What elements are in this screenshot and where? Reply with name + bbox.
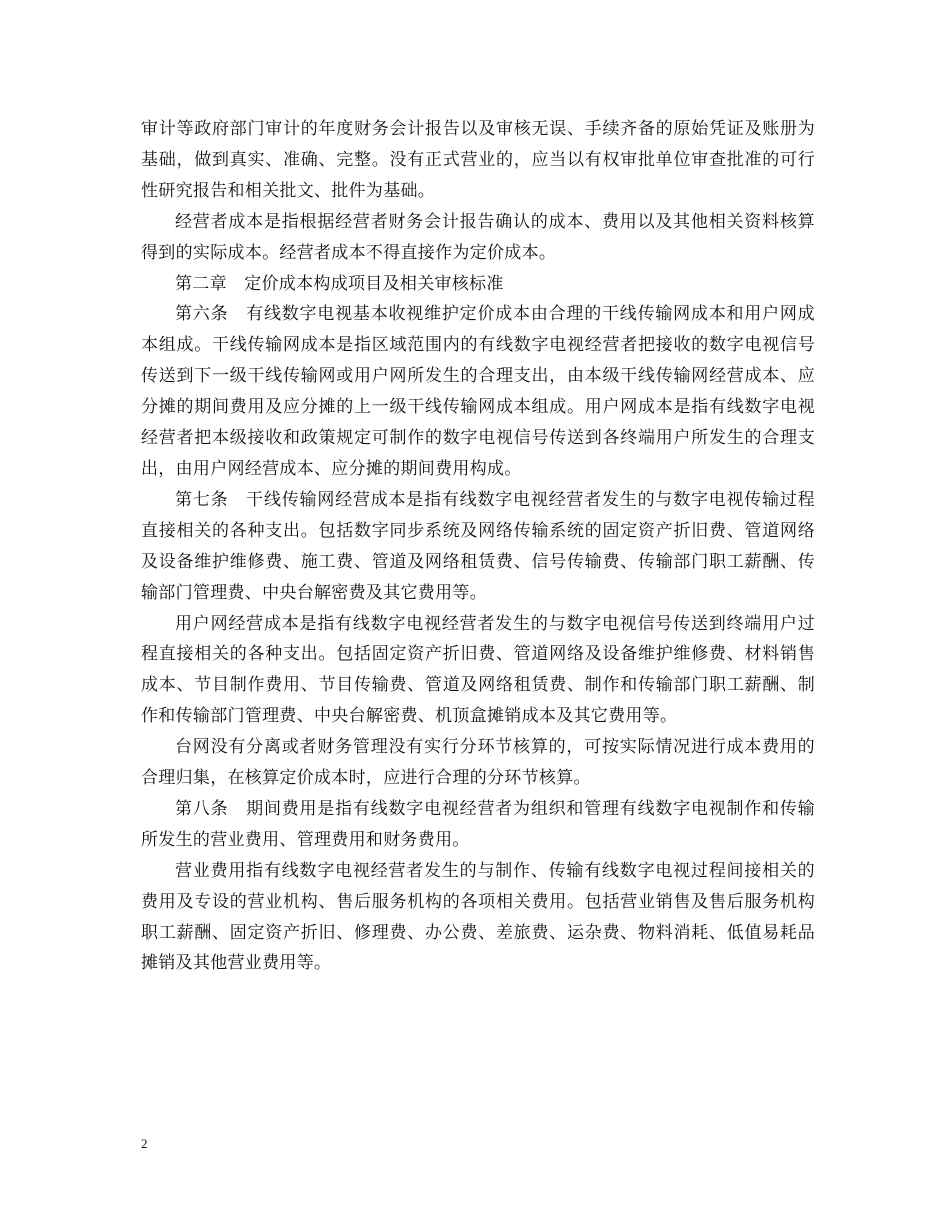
body-text [141, 114, 815, 979]
article-6: 第六条 有线数字电视基本收视维护定价成本由合理的干线传输网成本和用户网成本组成。干线传输网成本是指区域范围内的有线数字电视经营者把接收的数字电视信号传送到下一级干线传输网或用户网所发生的合理支出，由本级干线传输网经营成本、应分摊的期间费用及应分摊的上一级干线传输网成本组成。用户网成本是指有线数字电视经营者把本级接收和政策规定可制作的数字电视信号传送到各终端用户所发生的合理支出，由用户网经营成本、应分摊的期间费用构成。 [141, 304, 815, 479]
page-number: 2 [141, 1136, 148, 1151]
paragraph-network-separation: 台网没有分离或者财务管理没有实行分环节核算的，可按实际情况进行成本费用的合理归集，在核算定价成本时，应进行合理的分环节核算。 [141, 737, 815, 789]
paragraph-1: 审计等政府部门审计的年度财务会计报告以及审核无误、手续齐备的原始凭证及账册为基础，做到真实、准确、完整。没有正式营业的，应当以有权审批单位审查批准的可行性研究报告和相关批文、批件为基础。 [141, 119, 815, 201]
article-8: 第八条 期间费用是指有线数字电视经营者为组织和管理有线数字电视制作和传输所发生的营业费用、管理费用和财务费用。 [141, 798, 815, 850]
paragraph-user-network-cost: 用户网经营成本是指有线数字电视经营者发生的与数字电视信号传送到终端用户过程直接相关的各种支出。包括固定资产折旧费、管道网络及设备维护维修费、材料销售成本、节目制作费用、节目传输费、管道及网络租赁费、制作和传输部门职工薪酬、制作和传输部门管理费、中央台解密费、机顶盒摊销成本及其它费用等。 [141, 613, 815, 727]
paragraph-2: 经营者成本是指根据经营者财务会计报告确认的成本、费用以及其他相关资料核算得到的实际成本。经营者成本不得直接作为定价成本。 [141, 211, 815, 263]
article-7: 第七条 干线传输网经营成本是指有线数字电视经营者发生的与数字电视传输过程直接相关的各种支出。包括数字同步系统及网络传输系统的固定资产折旧费、管道网络及设备维护维修费、施工费、管道及网络租赁费、信号传输费、传输部门职工薪酬、传输部门管理费、中央台解密费及其它费用等。 [141, 489, 815, 603]
paragraph-operating-expenses: 营业费用指有线数字电视经营者发生的与制作、传输有线数字电视过程间接相关的费用及专设的营业机构、售后服务机构的各项相关费用。包括营业销售及售后服务机构职工薪酬、固定资产折旧、修理费、办公费、差旅费、运杂费、物料消耗、低值易耗品摊销及其他营业费用等。 [141, 860, 815, 974]
chapter-heading: 第二章 定价成本构成项目及相关审核标准 [175, 273, 504, 294]
